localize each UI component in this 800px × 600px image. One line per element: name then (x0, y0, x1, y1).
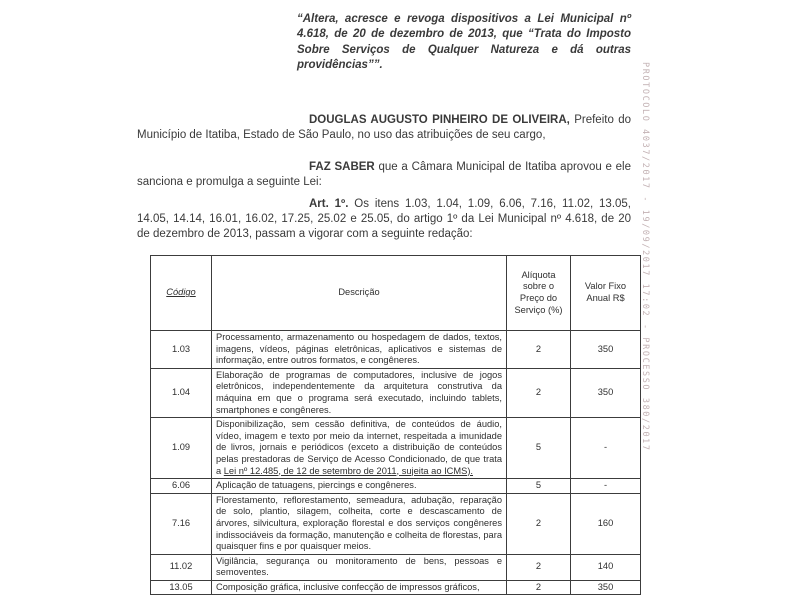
art1-lead: Art. 1º. (309, 197, 349, 210)
column-header-code: Código (151, 256, 212, 331)
table-row (151, 479, 641, 494)
cell-description: Aplicação de tatuagens, piercings e congêneres. (212, 479, 507, 494)
paragraph-art1 (137, 197, 631, 243)
cell-code: 6.06 (151, 479, 212, 494)
cell-code: 1.09 (151, 418, 212, 479)
cell-fixed-annual-value: 350 (571, 331, 641, 369)
paragraph-preamble-text: Prefeito do Município de Itatiba, Estado de São Paulo, no uso das atribuições de seu cargo, (137, 113, 631, 141)
cell-code: 1.04 (151, 368, 212, 417)
table-row (151, 331, 641, 369)
cell-rate: 2 (507, 331, 571, 369)
cell-code: 13.05 (151, 580, 212, 595)
service-tax-table (150, 255, 641, 595)
cell-fixed-annual-value: 350 (571, 580, 641, 595)
cell-rate: 5 (507, 479, 571, 494)
table-row (151, 493, 641, 554)
table-row (151, 580, 641, 595)
cell-fixed-annual-value: 140 (571, 554, 641, 580)
mayor-name: DOUGLAS AUGUSTO PINHEIRO DE OLIVEIRA, (309, 113, 570, 126)
cell-code: 7.16 (151, 493, 212, 554)
column-header-description: Descrição (212, 256, 507, 331)
cell-fixed-annual-value: 350 (571, 368, 641, 417)
cell-rate: 5 (507, 418, 571, 479)
cell-code: 1.03 (151, 331, 212, 369)
cell-description-underlined-law-reference: Lei nº 12.485, de 12 de setembro de 2011, sujeita ao ICMS). (223, 465, 473, 476)
cell-fixed-annual-value: - (571, 418, 641, 479)
table-row (151, 418, 641, 479)
cell-rate: 2 (507, 554, 571, 580)
cell-description: Florestamento, reflorestamento, semeadura, adubação, reparação de solo, plantio, silagem, colheita, corte e descascamento de árvores, silvicultura, exploração florestal e dos serviços congêneres indissociáveis da formação, manutenção e colheita de florestas, para quaisquer fins e por quaisquer meios. (212, 493, 507, 554)
cell-description: Vigilância, segurança ou monitoramento de bens, pessoas e semoventes. (212, 554, 507, 580)
column-header-value: Valor Fixo Anual R$ (571, 256, 641, 331)
table-header-row (151, 256, 641, 331)
cell-rate: 2 (507, 368, 571, 417)
paragraph-faz-saber-text: que a Câmara Municipal de Itatiba aprovou e ele sanciona e promulga a seguinte Lei: (137, 160, 631, 188)
cell-description: Elaboração de programas de computadores, inclusive de jogos eletrônicos, independentemente da arquitetura construtiva da máquina em que o programa será executado, incluindo tablets, smartphones e congêneres. (212, 368, 507, 417)
table-body (151, 331, 641, 595)
paragraph-art1-text: Os itens 1.03, 1.04, 1.09, 6.06, 7.16, 11.02, 13.05, 14.05, 14.14, 16.01, 16.02, 17.25, 25.02 e 25.05, do artigo 1º da Lei Municipal nº 4.618, de 20 de dezembro de 2013, passam a vigorar com a seguinte redação: (137, 197, 631, 241)
law-epigraph: “Altera, acresce e revoga dispositivos a Lei Municipal nº 4.618, de 20 de dezembro de 2013, que “Trata do Imposto Sobre Serviços de Qualquer Natureza e dá outras providências””. (297, 13, 631, 71)
cell-description: Processamento, armazenamento ou hospedagem de dados, textos, imagens, vídeos, páginas eletrônicas, aplicativos e sistemas de informação, entre outros formatos, e congêneres. (212, 331, 507, 369)
cell-description: Disponibilização, sem cessão definitiva, de conteúdos de áudio, vídeo, imagem e texto por meio da internet, respeitada a imunidade de livros, jornais e periódicos (exceto a distribuição de conteúdos pelas prestadoras de Serviço de Acesso Condicionado, de que trata a Lei nº 12.485, de 12 de setembro de 2011, sujeita ao ICMS). (212, 418, 507, 479)
protocol-stamp: PROTOCOLO 4037/2017 - 19/09/2017 17:02 - PROCESSO 380/2017 (640, 62, 650, 452)
cell-fixed-annual-value: - (571, 479, 641, 494)
faz-saber-lead: FAZ SABER (309, 160, 375, 173)
column-header-rate: Alíquota sobre o Preço do Serviço (%) (507, 256, 571, 331)
cell-rate: 2 (507, 493, 571, 554)
table-row (151, 554, 641, 580)
paragraph-faz-saber (137, 160, 631, 191)
cell-description: Composição gráfica, inclusive confecção de impressos gráficos, (212, 580, 507, 595)
cell-rate: 2 (507, 580, 571, 595)
cell-code: 11.02 (151, 554, 212, 580)
paragraph-preamble (137, 113, 631, 144)
table-row (151, 368, 641, 417)
cell-fixed-annual-value: 160 (571, 493, 641, 554)
